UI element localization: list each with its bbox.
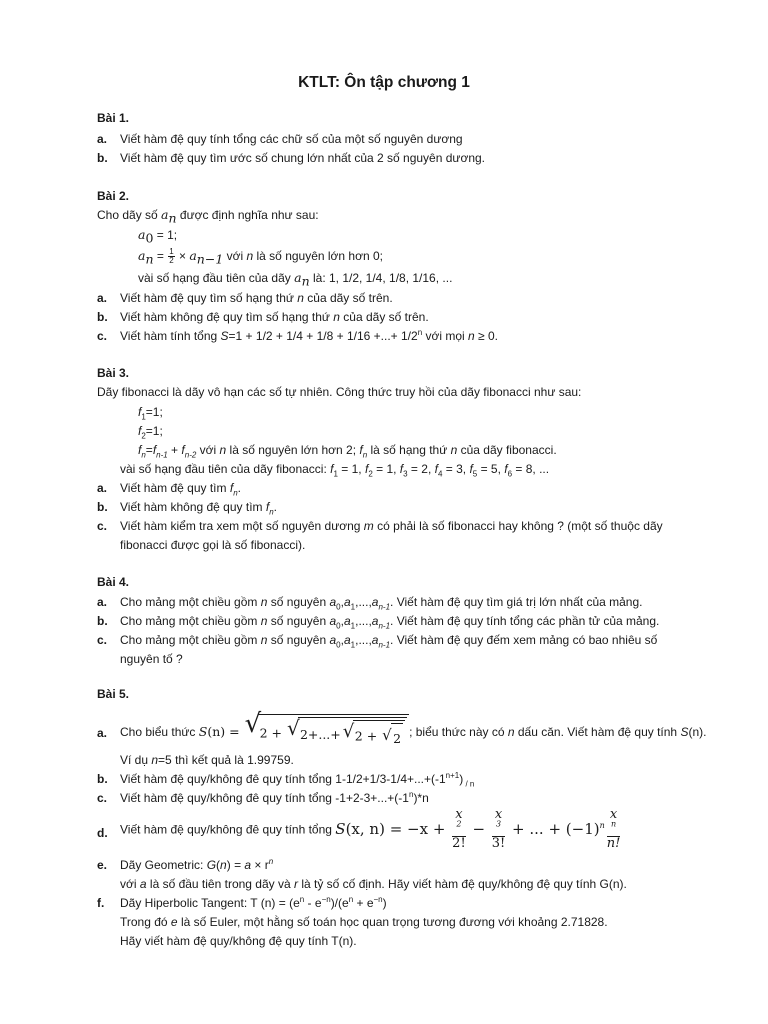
item-label: c.: [97, 329, 108, 343]
bai1-item-a: Viết hàm đệ quy tính tổng các chữ số của một số nguyên dương: [120, 132, 463, 146]
bai5-item-a-example: Ví dụ n=5 thì kết quả là 1.99759.: [120, 753, 294, 767]
bai3-fn: $f_n=f_{n-1} + f_{n-2}$ với n là số nguyên lớn hơn 2; $f_n$ là số hạng thứ n của dãy fibonacci.: [138, 443, 557, 460]
bai3-f1: $f_1=1$;: [138, 405, 163, 422]
bai1-item-b: Viết hàm đệ quy tìm ước số chung lớn nhất của 2 số nguyên dương.: [120, 151, 485, 165]
section-heading-bai4: Bài 4.: [97, 575, 130, 589]
bai5-item-f-cont: Trong đó e là số Euler, một hằng số toán học quan trọng tương đương với khoảng 2.71828.: [120, 915, 608, 929]
item-label: b.: [97, 151, 108, 165]
item-label: e.: [97, 858, 108, 872]
bai5-item-d: Viết hàm đệ quy/không đê quy tính tổng S(x, n) = −x + x $^2$ 2! − x $^3$ 3! + ... + $(-1)^n$ x $^n$ n!: [120, 807, 621, 851]
bai2-item-c: Viết hàm tính tổng S=1 + 1/2 + 1/4 + 1/8 + 1/16 +...+ $1/2^n$ với mọi n ≥ 0.: [120, 328, 498, 343]
section-heading-bai2: Bài 2.: [97, 189, 130, 203]
bai3-item-a: Viết hàm đệ quy tìm $f_n$.: [120, 481, 241, 498]
item-label: b.: [97, 500, 108, 514]
bai5-item-b: Viết hàm đệ quy/không đê quy tính tổng $1-1/2+1/3-1/4+...+(-1^{n+1})$ $_{/ n}$: [120, 771, 475, 789]
bai3-item-b: Viết hàm không đệ quy tìm $f_n$.: [120, 500, 278, 517]
bai5-item-e: Dãy Geometric: $G(n) = a \times r^n$: [120, 857, 274, 872]
item-label: c.: [97, 791, 108, 805]
item-label: f.: [97, 896, 105, 910]
item-label: b.: [97, 310, 108, 324]
sum-formula: S(x, n) = −x + x $^2$ 2! − x $^3$ 3! + ... + $(-1)^n$ x $^n$ n!: [335, 807, 621, 851]
bai3-item-c: Viết hàm kiểm tra xem một số nguyên dương m có phải là số fibonacci hay không ? (một số thuộc dãy: [120, 519, 663, 533]
bai3-f2: $f_2=1$;: [138, 424, 163, 441]
bai3-intro: Dãy fibonacci là dãy vô hạn các số tự nhiên. Công thức truy hồi của dãy fibonacci như sau:: [97, 385, 582, 399]
item-label: c.: [97, 633, 108, 647]
bai2-recurrence: $a_n$ = $\frac{1}{2}$ × $a_{n-1}$ với n là số nguyên lớn hơn 0;: [138, 247, 383, 267]
item-label: a.: [97, 481, 108, 495]
bai2-intro: Cho dãy số $a_n$ được định nghĩa như sau:: [97, 207, 319, 226]
bai4-item-a: Cho mảng một chiều gồm n số nguyên $a_0,a_1,...,a_{n-1}$. Viết hàm đệ quy tìm giá trị lớn nhất của mảng.: [120, 595, 643, 612]
bai2-item-b: Viết hàm không đệ quy tìm số hạng thứ n của dãy số trên.: [120, 310, 429, 324]
item-label: c.: [97, 519, 108, 533]
item-label: d.: [97, 826, 108, 840]
section-heading-bai1: Bài 1.: [97, 111, 130, 125]
bai5-item-e-cont: với a là số đầu tiên trong dãy và r là tỷ số cố định. Hãy viết hàm đệ quy/không đệ quy tính G(n).: [120, 877, 627, 891]
item-label: a.: [97, 595, 108, 609]
bai3-terms: vài số hạng đầu tiên của dãy fibonacci: $f_1 = 1$, $f_2 = 1$, $f_3 = 2$, $f_4 = 3$, $f_5 = 5$, $f_6 = 8$, ...: [120, 462, 550, 479]
item-label: a.: [97, 726, 108, 740]
nested-sqrt-expression: √ 2 + √ 2+...+ √ 2 + √ 2: [258, 714, 410, 752]
page-title: KTLT: Ôn tập chương 1: [298, 74, 470, 91]
section-heading-bai3: Bài 3.: [97, 366, 130, 380]
bai4-item-b: Cho mảng một chiều gồm n số nguyên $a_0,a_1,...,a_{n-1}$. Viết hàm đệ quy tính tổng các phần tử của mảng.: [120, 614, 660, 631]
bai2-a0: $a_0 = 1$;: [138, 227, 178, 246]
item-label: a.: [97, 132, 108, 146]
bai4-item-c-cont: nguyên tố ?: [120, 652, 183, 666]
bai5-item-c: Viết hàm đệ quy/không đê quy tính tổng $-1+2-3+...+(-1^n)*n$: [120, 790, 429, 805]
section-heading-bai5: Bài 5.: [97, 687, 130, 701]
bai5-item-f-cont2: Hãy viết hàm đệ quy/không đệ quy tính T(n).: [120, 934, 357, 948]
item-label: b.: [97, 614, 108, 628]
bai4-item-c: Cho mảng một chiều gồm n số nguyên $a_0,a_1,...,a_{n-1}$. Viết hàm đệ quy đếm xem mảng có bao nhiêu số: [120, 633, 658, 650]
bai3-item-c-cont: fibonacci được gọi là số fibonacci).: [120, 538, 306, 552]
item-label: a.: [97, 291, 108, 305]
item-label: b.: [97, 772, 108, 786]
bai5-item-a: Cho biểu thức S(n) = √ 2 + √ 2+...+ √ 2 + √ 2 ; biểu thức này có n dấu căn. Viết hàm đệ quy tính S(n).: [120, 714, 706, 752]
bai5-item-f: Dãy Hiperbolic Tangent: T $(n) = (e^n - e^{-n})/(e^n + e^{-n})$: [120, 895, 387, 910]
bai2-item-a: Viết hàm đệ quy tìm số hạng thứ n của dãy số trên.: [120, 291, 393, 305]
bai2-terms: vài số hạng đầu tiên của dãy $a_n$ là: 1, 1/2, 1/4, 1/8, 1/16, ...: [138, 270, 453, 289]
